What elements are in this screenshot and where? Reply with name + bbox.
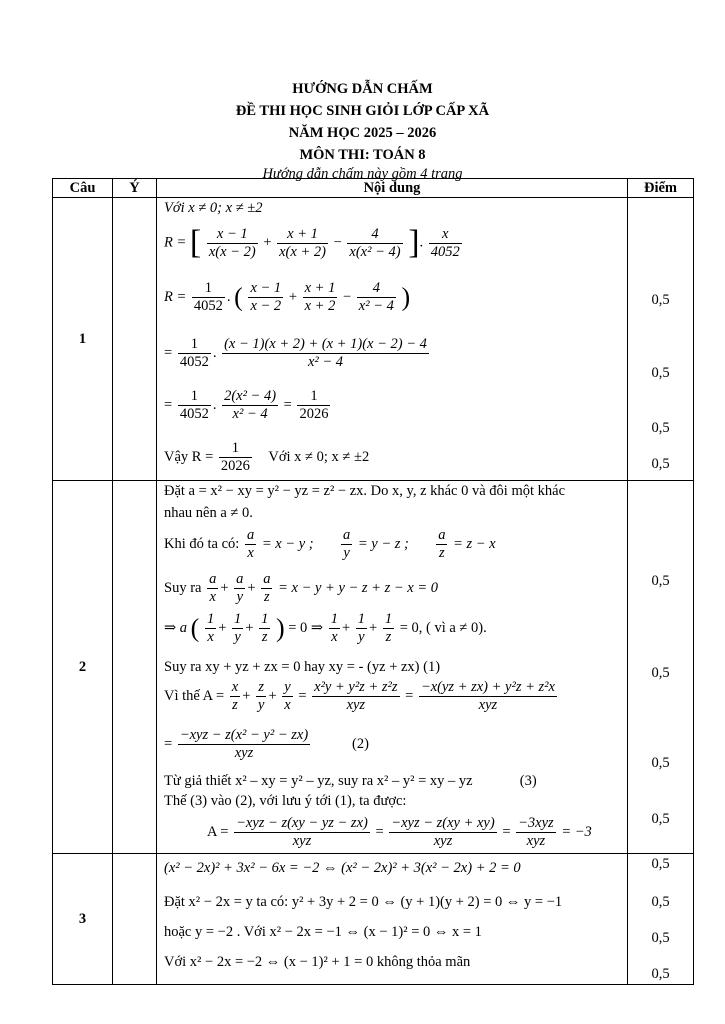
fraction: $\frac{\text{−xyz − z(xy − yz − zx)}}{\text{xyz}}$ xyxy=(236,815,368,849)
content-cell-1 xyxy=(157,198,628,481)
col-header-question: Câu xyxy=(53,179,113,198)
fraction: $\frac{a}{y}$ xyxy=(236,571,244,605)
fraction: $\frac{\text{−xyz − z(x² − y² − zx)}}{\text{xyz}}$ xyxy=(179,727,309,761)
q1-expression-r: R = [ $\frac{x - 1}{x(x - 2)}$ + $\frac{x + 1}{x(x + 2)}$ − $\frac{4}{\text{x(x² − 4)}}$ ]. $\frac{x}{4052}$ xyxy=(164,224,460,261)
fraction: $\frac{\text{−x(yz + zx) + y²z + z²x}}{\text{xyz}}$ xyxy=(420,679,555,713)
item-cell-1 xyxy=(113,198,157,481)
score-value: 0,5 xyxy=(651,456,670,472)
q2-line-2: nhau nên a ≠ 0. xyxy=(164,505,253,521)
q2-line-9: Từ giả thiết x² – xy = y² – yz, suy ra x² – y² = xy – yz (3) xyxy=(164,773,537,789)
fraction: $\frac{a}{y}$ xyxy=(342,527,351,561)
fraction: $\frac{a}{z}$ xyxy=(263,571,271,605)
q2-line-7: Vì thế A = $\frac{x}{z}$ + $\frac{z}{y}$ + $\frac{y}{x}$ = $\frac{\text{x²y + y²z + z²z}}{\text{xyz}}$ = $\frac{\text{−x(yz + zx) + y²z + z²x}}{\text{xyz}}$ xyxy=(164,679,555,713)
table-header-row xyxy=(53,179,694,198)
fraction: $\frac{y}{x}$ xyxy=(284,679,291,713)
fraction: $\frac{\text{−xyz − z(xy + xy)}}{\text{xyz}}$ xyxy=(391,815,495,849)
question-row-1 xyxy=(53,198,694,481)
document-header xyxy=(0,78,725,182)
col-header-content: Nội dung xyxy=(157,179,628,198)
q3-line-3: hoặc y = −2 . Với x² − 2x = −1 ⇔ (x − 1)² = 0 ⇔ x = 1 xyxy=(164,924,482,940)
fraction: $\frac{a}{x}$ xyxy=(246,527,255,561)
score-value: 0,5 xyxy=(651,755,670,771)
fraction: $\frac{x - 1}{x - 2}$ xyxy=(250,280,282,314)
title-line-2: ĐỀ THI HỌC SINH GIỎI LỚP CẤP XÃ xyxy=(235,103,490,119)
score-value: 0,5 xyxy=(651,930,670,946)
fraction: $\frac{x}{z}$ xyxy=(231,679,239,713)
q2-line-6: Suy ra xy + yz + zx = 0 hay xy = - (yz + zx) (1) xyxy=(164,659,441,675)
q1-condition: Với x ≠ 0; x ≠ ±2 xyxy=(164,200,263,216)
q3-line-2: Đặt x² − 2x = y ta có: y² + 3y + 2 = 0 ⇔ (y + 1)(y + 2) = 0 ⇔ y = −1 xyxy=(164,894,563,910)
fraction: $\frac{a}{x}$ xyxy=(209,571,217,605)
title-line-4: MÔN THI: TOÁN 8 xyxy=(299,147,426,163)
content-cell-3 xyxy=(157,854,628,985)
q2-line-1: Đặt a = x² − xy = y² − yz = z² − zx. Do x, y, z khác 0 và đôi một khác xyxy=(164,483,566,499)
q2-line-8: = $\frac{\text{−xyz − z(x² − y² − zx)}}{\text{xyz}}$ (2) xyxy=(164,727,369,761)
fraction: $\frac{1}{x}$ xyxy=(206,611,215,645)
col-header-item: Ý xyxy=(113,179,157,198)
content-cell-2 xyxy=(157,481,628,854)
col-header-score: Điểm xyxy=(628,179,694,198)
fraction: $\frac{4}{\text{x(x² − 4)}}$ xyxy=(349,225,401,260)
score-value: 0,5 xyxy=(651,365,670,381)
fraction: $\frac{1}{z}$ xyxy=(384,611,393,645)
score-value: 0,5 xyxy=(651,894,670,910)
q2-line-3: Khi đó ta có: $\frac{a}{x}$ = x − y ; $\frac{a}{y}$ = y − z ; $\frac{a}{z}$ = z − x xyxy=(164,527,496,561)
fraction: $\frac{x + 1}{x + 2}$ xyxy=(304,280,336,314)
q2-line-11: A = $\frac{\text{−xyz − z(xy − yz − zx)}}{\text{xyz}}$ = $\frac{\text{−xyz − z(xy + xy)}}{\text{xyz}}$ = $\frac{\text{−3xyz}}{\text{xyz}}$ = −3 xyxy=(207,815,592,849)
question-row-3 xyxy=(53,854,694,985)
fraction: $\frac{\text{x²y + y²z + z²z}}{\text{xyz}}$ xyxy=(314,679,398,713)
fraction: $\frac{1}{2026}$ xyxy=(220,440,250,474)
question-number-2: 2 xyxy=(53,481,113,854)
fraction: $\frac{x}{4052}$ xyxy=(430,225,460,260)
score-value: 0,5 xyxy=(651,420,670,436)
fraction: $\frac{x + 1}{x(x + 2)}$ xyxy=(279,225,326,260)
q2-line-4: Suy ra $\frac{a}{x}$ + $\frac{a}{y}$ + $\frac{a}{z}$ = x − y + y − z + z − x = 0 xyxy=(164,571,438,605)
fraction: $\frac{x - 1}{x(x - 2)}$ xyxy=(208,225,256,260)
fraction: $\frac{1}{y}$ xyxy=(357,611,366,645)
score-value: 0,5 xyxy=(651,573,670,589)
fraction: $\frac{1}{z}$ xyxy=(261,611,269,645)
title-line-3: NĂM HỌC 2025 – 2026 xyxy=(288,125,437,141)
score-value: 0,5 xyxy=(651,966,670,982)
question-number-1: 1 xyxy=(53,198,113,481)
item-cell-3 xyxy=(113,854,157,985)
q3-line-1: (x² − 2x)² + 3x² − 6x = −2 ⇔ (x² − 2x)² + 3(x² − 2x) + 2 = 0 xyxy=(164,860,521,876)
fraction: $\frac{1}{y}$ xyxy=(234,611,242,645)
fraction: $\frac{\text{2(x² − 4)}}{\text{x² − 4}}$ xyxy=(224,388,277,422)
fraction: $\frac{a}{z}$ xyxy=(438,527,446,561)
score-cell-3 xyxy=(628,854,694,985)
fraction: $\frac{(x - 1)(x + 2) + (x + 1)(x - 2) - 4}{\text{x² − 4}}$ xyxy=(224,336,427,370)
subtitle: Hướng dẫn chấm này gồm 4 trang xyxy=(262,166,463,182)
fraction: $\frac{1}{x}$ xyxy=(330,611,338,645)
fraction: $\frac{1}{2026}$ xyxy=(299,388,329,422)
q1-conclusion: Vậy R = $\frac{1}{2026}$ Với x ≠ 0; x ≠ ±2 xyxy=(164,440,370,474)
q1-step-1: R = $\frac{1}{4052}$ . ( $\frac{x - 1}{x - 2}$ + $\frac{x + 1}{x + 2}$ − $\frac{4}{\text{x² − 4}}$ ) xyxy=(164,280,411,314)
q3-line-4: Với x² − 2x = −2 ⇔ (x − 1)² + 1 = 0 không thỏa mãn xyxy=(164,954,471,970)
grading-table xyxy=(52,178,694,985)
score-cell-2 xyxy=(628,481,694,854)
score-value: 0,5 xyxy=(651,665,670,681)
score-value: 0,5 xyxy=(651,856,670,872)
fraction: $\frac{1}{4052}$ xyxy=(193,280,223,314)
q2-line-10: Thế (3) vào (2), với lưu ý tới (1), ta được: xyxy=(164,793,407,809)
score-value: 0,5 xyxy=(651,292,670,308)
fraction: $\frac{1}{4052}$ xyxy=(179,388,209,422)
q1-step-2: = $\frac{1}{4052}$ . $\frac{(x - 1)(x + 2) + (x + 1)(x - 2) - 4}{\text{x² − 4}}$ xyxy=(164,336,427,370)
fraction: $\frac{z}{y}$ xyxy=(258,679,265,713)
title-line-1: HƯỚNG DẪN CHẤM xyxy=(292,81,433,97)
score-cell-1 xyxy=(628,198,694,481)
q2-line-5: ⇒ a ( $\frac{1}{x}$ + $\frac{1}{y}$ + $\frac{1}{z}$ ) = 0 ⇒ $\frac{1}{x}$ + $\frac{1}{y}$ + $\frac{1}{z}$ = 0, ( vì a ≠ 0). xyxy=(164,611,487,645)
score-value: 0,5 xyxy=(651,811,670,827)
question-row-2 xyxy=(53,481,694,854)
fraction: $\frac{\text{−3xyz}}{\text{xyz}}$ xyxy=(518,815,554,849)
item-cell-2 xyxy=(113,481,157,854)
fraction: $\frac{4}{\text{x² − 4}}$ xyxy=(358,280,394,314)
question-number-3: 3 xyxy=(53,854,113,985)
q1-step-3: = $\frac{1}{4052}$ . $\frac{\text{2(x² − 4)}}{\text{x² − 4}}$ = $\frac{1}{2026}$ xyxy=(164,388,329,422)
fraction: $\frac{1}{4052}$ xyxy=(179,336,209,370)
